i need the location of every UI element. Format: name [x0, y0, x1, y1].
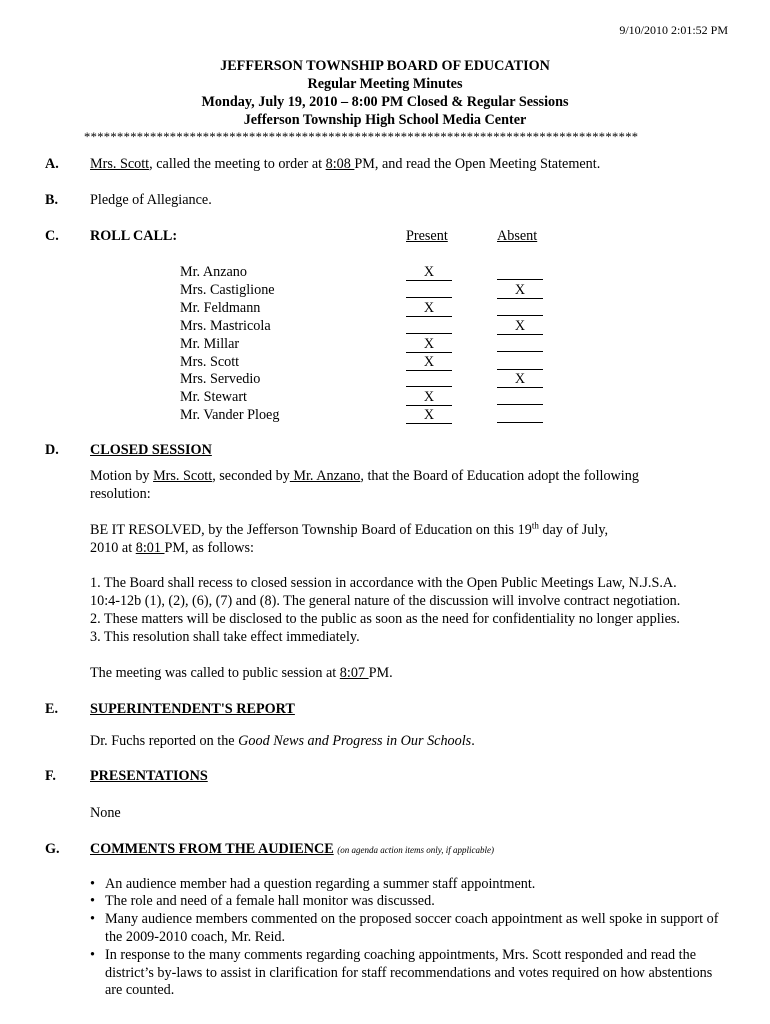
motion-by: Mrs. Scott	[153, 468, 213, 484]
audience-comments-note: (on agenda action items only, if applicable)	[337, 845, 494, 855]
list-item: An audience member had a question regarding a summer staff appointment.	[105, 876, 536, 892]
bullet-marker: •	[90, 947, 95, 963]
present-mark	[406, 389, 452, 407]
absent-mark-value: X	[497, 283, 543, 299]
superintendent-report-title: SUPERINTENDENT'S REPORT	[90, 701, 295, 717]
report-text-pre: Dr. Fuchs reported on the	[90, 733, 239, 749]
audience-comments-heading	[90, 841, 494, 860]
roll-call-title: ROLL CALL:	[90, 228, 178, 244]
resolved-line	[90, 522, 608, 540]
resolved-time: 8:01	[135, 540, 165, 556]
present-mark-value: X	[406, 390, 452, 406]
present-mark-value: X	[406, 408, 452, 424]
public-pre: The meeting was called to public session at	[90, 665, 340, 681]
section-c-letter: C.	[45, 228, 59, 244]
motion-line	[90, 468, 639, 486]
absent-mark-value	[497, 264, 543, 280]
document-title: JEFFERSON TOWNSHIP BOARD OF EDUCATION	[220, 58, 550, 74]
list-item: Many audience members commented on the proposed soccer coach appointment as well spoke in support of the 2009-2010 coach, Mr. Reid.	[105, 911, 719, 945]
section-a-text	[90, 156, 600, 174]
bullet-marker: •	[90, 876, 95, 892]
section-f-letter: F.	[45, 768, 56, 784]
resolution-item: 3. This resolution shall take effect immediately.	[90, 629, 360, 645]
motion-line-2: resolution:	[90, 486, 151, 502]
separator-line: ************************************************************************************	[84, 130, 639, 144]
present-mark	[406, 300, 452, 318]
bullet-marker: •	[90, 911, 95, 927]
absent-mark	[497, 282, 543, 300]
section-b-letter: B.	[45, 192, 59, 208]
bullet-marker: •	[90, 893, 95, 909]
present-mark-value	[406, 282, 452, 298]
superintendent-report-text	[90, 733, 475, 751]
list-item: In response to the many comments regarding coaching appointments, Mrs. Scott responded and read the district’s by-laws to assist in clarification for staff recommendations and votes required on how abstentions are counted.	[105, 947, 713, 998]
absent-mark-value	[497, 336, 543, 352]
roll-call-member-name: Mrs. Servedio	[180, 371, 261, 388]
resolution-item: 10:4-12b (1), (2), (6), (7) and (8). The general nature of the discussion will involve contract negotiation.	[90, 593, 681, 609]
roll-call-member-name: Mr. Stewart	[180, 389, 247, 406]
public-session-time: 8:07	[339, 665, 369, 681]
absent-mark-value: X	[497, 319, 543, 335]
resolved-line-2	[90, 540, 254, 558]
absent-mark	[497, 407, 543, 429]
present-mark	[406, 354, 452, 372]
absent-mark-value	[497, 300, 543, 316]
audience-comments-title: COMMENTS FROM THE AUDIENCE	[90, 841, 334, 857]
present-mark	[406, 407, 452, 425]
absent-mark	[497, 371, 543, 389]
present-mark-value: X	[406, 355, 452, 371]
public-session-line	[90, 665, 393, 683]
roll-call-member-name: Mrs. Mastricola	[180, 317, 271, 334]
section-a-letter: A.	[45, 156, 59, 172]
absent-mark-value	[497, 389, 543, 405]
resolved-line2-pre: 2010 at	[90, 540, 136, 556]
present-mark-value	[406, 318, 452, 334]
document-subtitle: Regular Meeting Minutes	[307, 76, 463, 92]
present-mark	[406, 264, 452, 282]
meeting-date: Monday, July 19, 2010 – 8:00 PM Closed & Regular Sessions	[201, 94, 569, 110]
section-e-letter: E.	[45, 701, 59, 717]
present-mark-value	[406, 371, 452, 387]
meeting-location: Jefferson Township High School Media Center	[243, 112, 527, 128]
call-to-order-time: 8:08	[325, 156, 355, 172]
absent-mark-value: X	[497, 372, 543, 388]
present-mark-value: X	[406, 337, 452, 353]
resolved-line2-post: PM, as follows:	[164, 540, 254, 556]
presider-name: Mrs. Scott	[90, 156, 150, 172]
roll-call-member-name: Mr. Vander Ploeg	[180, 407, 280, 424]
motion-mid: , seconded by	[212, 468, 290, 484]
section-b-text: Pledge of Allegiance.	[90, 192, 212, 208]
report-text-post: .	[471, 733, 475, 749]
motion-pre: Motion by	[90, 468, 154, 484]
roll-call-member-name: Mr. Millar	[180, 335, 240, 352]
report-text-italic: Good News and Progress in Our Schools	[238, 733, 472, 749]
resolution-item: 1. The Board shall recess to closed session in accordance with the Open Public Meetings Law, N.J.S.A.	[90, 575, 677, 591]
resolved-pre: BE IT RESOLVED, by the Jefferson Township Board of Education on this 19	[90, 522, 532, 538]
print-timestamp: 9/10/2010 2:01:52 PM	[619, 23, 728, 37]
seconded-by: Mr. Anzano	[289, 468, 361, 484]
absent-header: Absent	[497, 228, 538, 244]
roll-call-member-name: Mr. Anzano	[180, 264, 247, 280]
motion-post: , that the Board of Education adopt the following	[360, 468, 639, 484]
resolved-post: day of July,	[538, 522, 609, 538]
closed-session-title: CLOSED SESSION	[90, 442, 212, 458]
section-g-letter: G.	[45, 841, 60, 857]
absent-mark-value	[497, 354, 543, 370]
public-post: PM.	[368, 665, 393, 681]
section-a-text-pre: , called the meeting to order at	[149, 156, 326, 172]
roll-call-member-name: Mrs. Scott	[180, 353, 240, 370]
roll-call-member-name: Mrs. Castiglione	[180, 281, 275, 298]
list-item: The role and need of a female hall monitor was discussed.	[105, 893, 435, 909]
resolved-sup: th	[531, 520, 539, 531]
section-d-letter: D.	[45, 442, 59, 458]
present-mark-value: X	[406, 301, 452, 317]
present-mark	[406, 336, 452, 354]
presentations-text: None	[90, 805, 121, 821]
present-mark-value: X	[406, 265, 452, 281]
absent-mark	[497, 318, 543, 336]
presentations-title: PRESENTATIONS	[90, 768, 208, 784]
resolution-item: 2. These matters will be disclosed to the public as soon as the need for confidentiality no longer applies.	[90, 611, 680, 627]
present-header: Present	[406, 228, 448, 244]
absent-mark-value	[497, 407, 543, 423]
roll-call-member-name: Mr. Feldmann	[180, 299, 261, 316]
section-a-text-post: PM, and read the Open Meeting Statement.	[354, 156, 601, 172]
